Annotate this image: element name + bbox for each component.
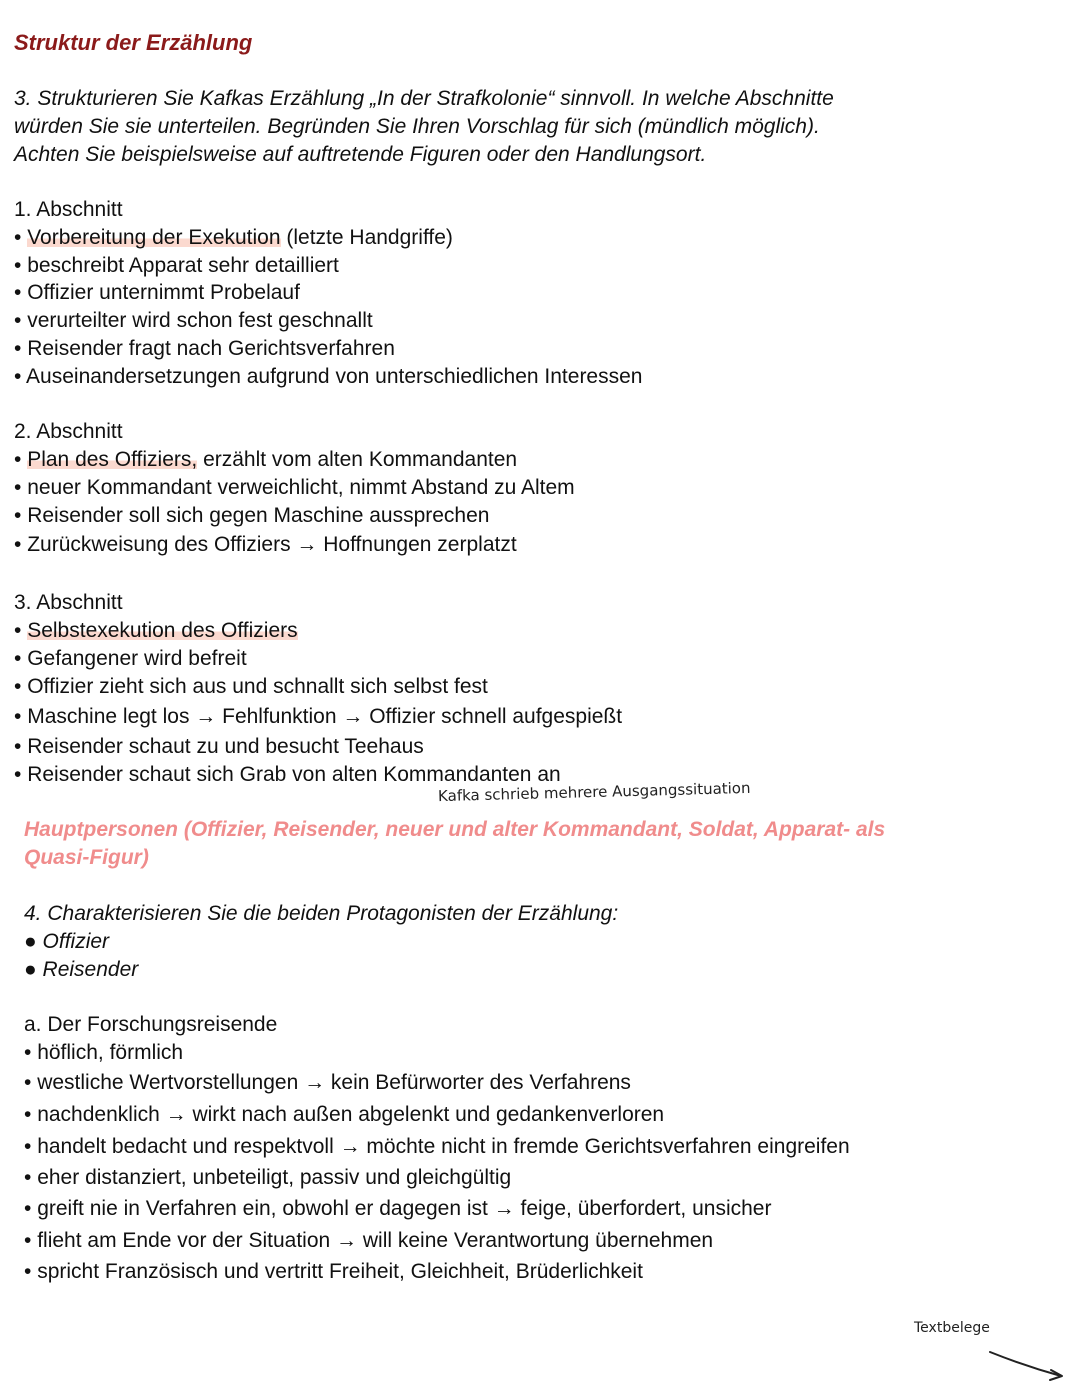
list-item: • Auseinandersetzungen aufgrund von unterschiedlichen Interessen (14, 365, 643, 388)
list-item: • handelt bedacht und respektvoll → möchte nicht in fremde Gerichtsverfahren eingreifen (24, 1135, 850, 1158)
list-item: • Plan des Offiziers, erzählt vom alten Kommandanten (14, 448, 518, 471)
task4-heading: 4. Charakterisieren Sie die beiden Protagonisten der Erzählung: (24, 902, 619, 925)
list-item: • neuer Kommandant verweichlicht, nimmt Abstand zu Altem (14, 476, 575, 499)
section1-heading: 1. Abschnitt (14, 198, 123, 221)
list-item: • Offizier zieht sich aus und schnallt sich selbst fest (14, 675, 488, 698)
handwritten-note: Kafka schrieb mehrere Ausgangssituation (437, 778, 751, 806)
list-item: ● Reisender (24, 958, 139, 981)
bullet: • (14, 226, 22, 249)
list-item: • westliche Wertvorstellungen → kein Befürworter des Verfahrens (24, 1071, 631, 1094)
list-item: • höflich, förmlich (24, 1041, 184, 1064)
handwritten-note-textbelege: Textbelege (914, 1320, 990, 1336)
highlighted-text: Vorbereitung der Exekution (27, 226, 281, 249)
list-item-text: (letzte Handgriffe) (280, 226, 453, 249)
section3-heading: 3. Abschnitt (14, 591, 123, 614)
section2-heading: 2. Abschnitt (14, 420, 123, 443)
list-item: • Offizier unternimmt Probelauf (14, 281, 300, 304)
list-item: • Reisender schaut zu und besucht Teehaus (14, 735, 424, 758)
list-item: • flieht am Ende vor der Situation → will keine Verantwortung übernehmen (24, 1229, 714, 1252)
task3-line3: Achten Sie beispielsweise auf auftretende Figuren oder den Handlungsort. (14, 143, 707, 166)
list-item: • Maschine legt los → Fehlfunktion → Offizier schnell aufgespießt (14, 705, 623, 728)
task3-line1: 3. Strukturieren Sie Kafkas Erzählung „In der Strafkolonie“ sinnvoll. In welche Abschnitte (14, 87, 834, 110)
highlighted-text: Plan des Offiziers, (27, 448, 198, 471)
page-title: Struktur der Erzählung (14, 30, 253, 55)
list-item: • Selbstexekution des Offiziers (14, 619, 298, 642)
list-item: • Gefangener wird befreit (14, 647, 247, 670)
arrow-icon (985, 1346, 1070, 1384)
list-item: ● Offizier (24, 930, 110, 953)
task3-line2: würden Sie sie unterteilen. Begründen Sie Ihren Vorschlag für sich (mündlich möglich). (14, 115, 820, 138)
list-item: • eher distanziert, unbeteiligt, passiv und gleichgültig (24, 1166, 512, 1189)
list-item (14, 225, 453, 251)
sectionA-heading: a. Der Forschungsreisende (24, 1013, 278, 1036)
list-item: • Reisender schaut sich Grab von alten Kommandanten an (14, 763, 561, 786)
list-item: • Reisender soll sich gegen Maschine aussprechen (14, 504, 490, 527)
main-characters-line1: Hauptpersonen (Offizier, Reisender, neuer und alter Kommandant, Soldat, Apparat- als (24, 818, 886, 841)
list-item: • Zurückweisung des Offiziers → Hoffnungen zerplatzt (14, 533, 517, 556)
list-item: • nachdenklich → wirkt nach außen abgelenkt und gedankenverloren (24, 1103, 665, 1126)
highlighted-text: Selbstexekution des Offiziers (27, 619, 298, 642)
list-item: • greift nie in Verfahren ein, obwohl er dagegen ist → feige, überfordert, unsicher (24, 1197, 772, 1220)
main-characters-line2: Quasi-Figur) (24, 846, 149, 869)
list-item: • beschreibt Apparat sehr detailliert (14, 254, 339, 277)
list-item: • Reisender fragt nach Gerichtsverfahren (14, 337, 395, 360)
list-item: • verurteilter wird schon fest geschnallt (14, 309, 373, 332)
list-item: • spricht Französisch und vertritt Freiheit, Gleichheit, Brüderlichkeit (24, 1260, 643, 1283)
